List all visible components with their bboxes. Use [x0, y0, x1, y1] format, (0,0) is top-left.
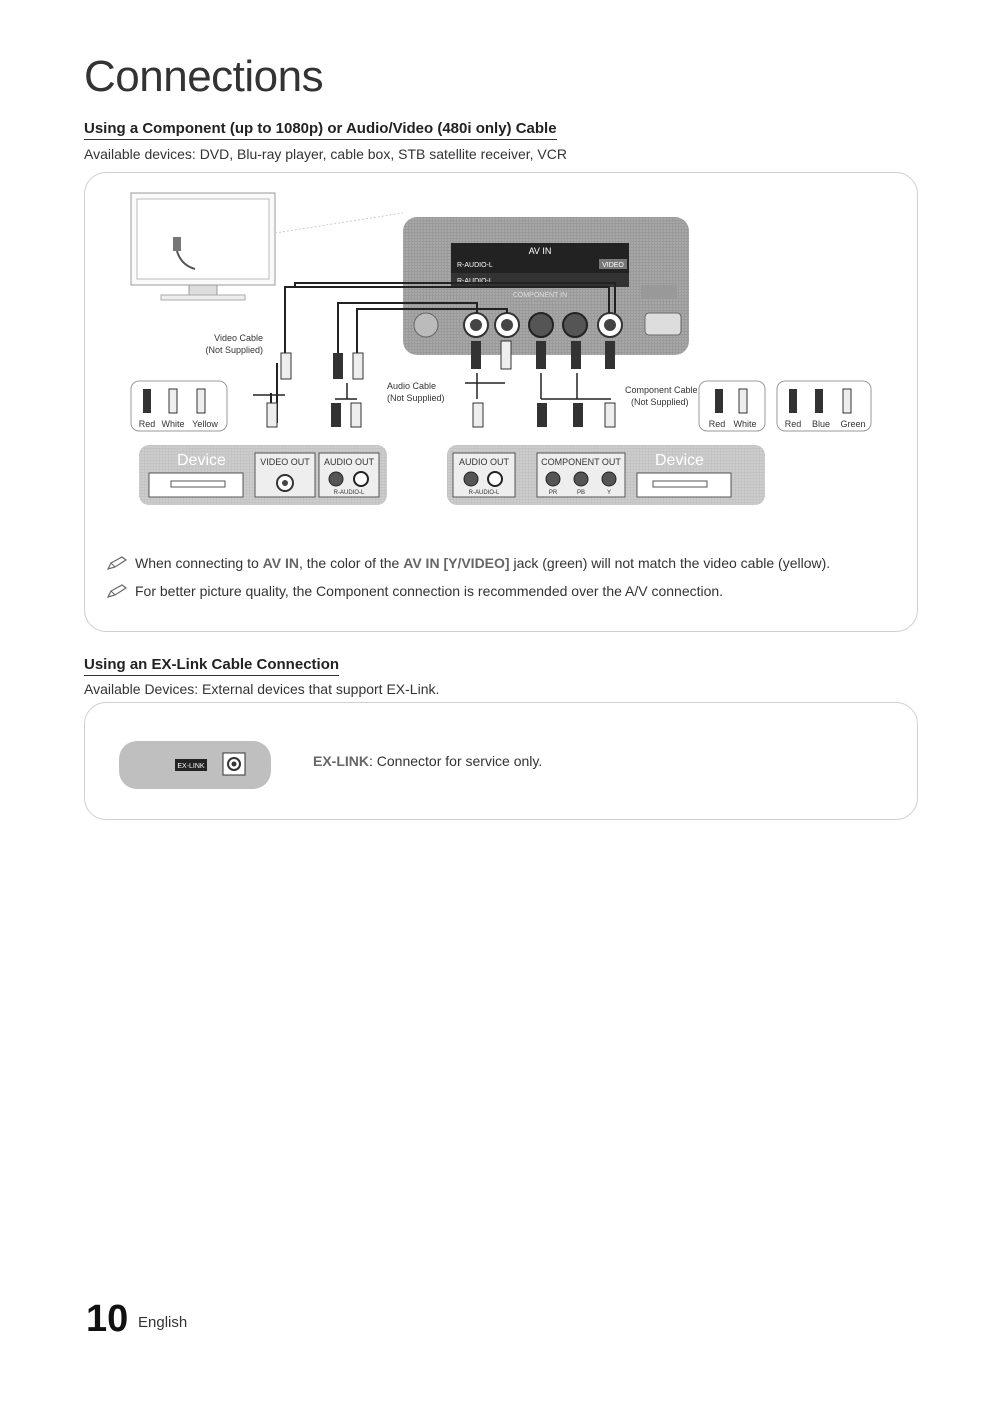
av-video-label: VIDEO — [602, 262, 624, 269]
legend-mid-red: Red — [708, 419, 726, 429]
component-audio-label: R-AUDIO-L — [457, 278, 493, 285]
legend-left — [131, 381, 227, 431]
legend-right-blue: Blue — [811, 419, 831, 429]
exlink-panel — [84, 702, 918, 820]
note-picture-quality: For better picture quality, the Component connection is recommended over the A/V connection. — [107, 583, 723, 599]
audio-out-sub-left: R-AUDIO-L — [333, 490, 365, 496]
device-right — [447, 445, 765, 505]
video-cable-label: Video Cable — [214, 333, 263, 343]
legend-left-yellow: Yellow — [192, 419, 218, 429]
audio-cable-note: (Not Supplied) — [387, 393, 445, 403]
section-subtitle-exlink: Available Devices: External devices that support EX-Link. — [84, 681, 440, 697]
component-cable-label: Component Cable — [625, 385, 698, 395]
component-out-label: COMPONENT OUT — [541, 457, 621, 467]
section-heading-component: Using a Component (up to 1080p) or Audio/Video (480i only) Cable — [84, 120, 557, 140]
section-heading-exlink: Using an EX-Link Cable Connection — [84, 656, 339, 676]
legend-right-green: Green — [840, 419, 866, 429]
component-out-pr: PR — [548, 490, 558, 496]
note-av-in-color: When connecting to AV IN, the color of the AV IN [Y/VIDEO] jack (green) will not match the video cable (yellow). — [107, 555, 830, 571]
legend-right-red: Red — [784, 419, 802, 429]
page-language: English — [138, 1314, 188, 1331]
component-in-label: COMPONENT IN — [512, 292, 568, 299]
component-cable-note: (Not Supplied) — [631, 397, 689, 407]
legend-left-red: Red — [138, 419, 156, 429]
video-cable-note: (Not Supplied) — [205, 345, 263, 355]
component-connection-panel — [84, 172, 918, 632]
legend-left-white: White — [161, 419, 185, 429]
exlink-port-label: EX-LINK — [177, 763, 205, 770]
audio-out-sub-right: R-AUDIO-L — [468, 490, 500, 496]
video-out-label: VIDEO OUT — [260, 457, 310, 467]
device-left-label: Device — [177, 452, 226, 469]
page-number: 10 — [86, 1298, 129, 1340]
device-left — [139, 445, 387, 505]
audio-out-label-right: AUDIO OUT — [458, 457, 510, 467]
legend-mid-white: White — [733, 419, 757, 429]
component-out-y: Y — [606, 490, 612, 496]
exlink-port-graphic — [119, 741, 271, 789]
legend-right — [777, 381, 871, 431]
legend-mid — [699, 381, 765, 431]
av-in-label: AV IN — [528, 246, 552, 256]
note-pencil-icon — [107, 556, 129, 570]
component-out-pb: PB — [576, 490, 586, 496]
av-audio-label: R-AUDIO-L — [457, 262, 493, 269]
audio-cable-label: Audio Cable — [387, 381, 437, 391]
exlink-port-panel — [119, 741, 271, 789]
device-right-label: Device — [655, 452, 704, 469]
component-connection-diagram — [85, 173, 917, 533]
audio-out-label-left: AUDIO OUT — [323, 457, 375, 467]
note-pencil-icon — [107, 584, 129, 598]
page-title: Connections — [84, 52, 324, 101]
section-subtitle-component: Available devices: DVD, Blu-ray player, cable box, STB satellite receiver, VCR — [84, 146, 567, 162]
exlink-description: EX-LINK: Connector for service only. — [313, 753, 543, 769]
